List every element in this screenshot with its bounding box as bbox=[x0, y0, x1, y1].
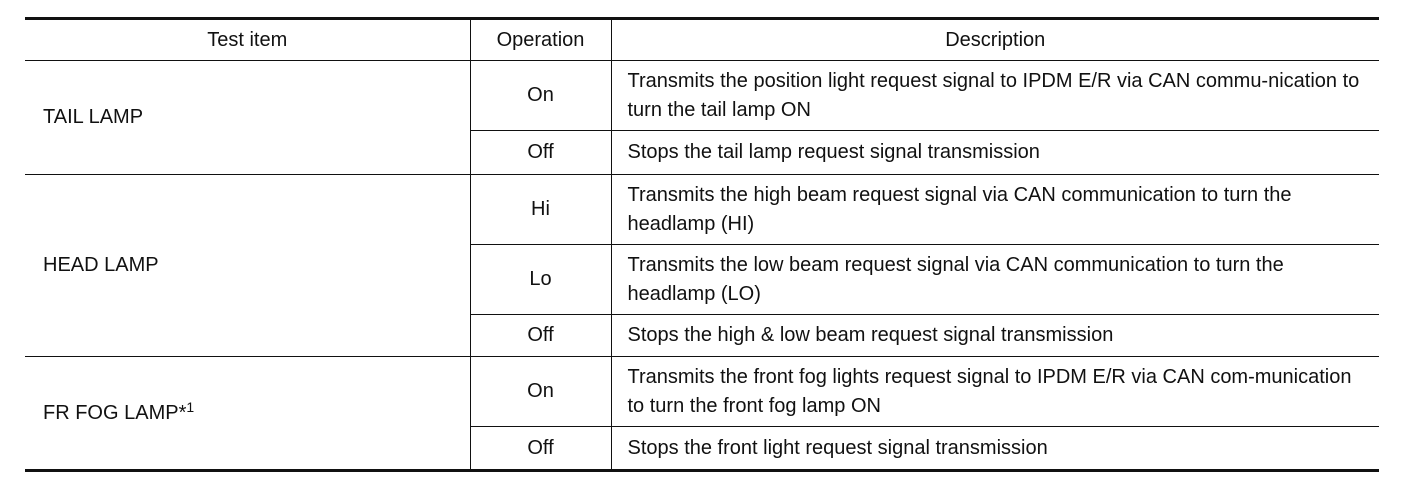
description-cell: Stops the high & low beam request signal transmission bbox=[611, 315, 1379, 357]
operation-cell: Off bbox=[470, 131, 611, 175]
description-cell: Transmits the high beam request signal via CAN communication to turn the headlamp (HI) bbox=[611, 175, 1379, 245]
test-item-table bbox=[25, 17, 1379, 472]
operation-cell: Hi bbox=[470, 175, 611, 245]
table-row bbox=[25, 61, 1379, 131]
test-item-label: TAIL LAMP bbox=[43, 106, 144, 128]
operation-cell: Off bbox=[470, 427, 611, 471]
description-cell: Transmits the low beam request signal via CAN communication to turn the headlamp (LO) bbox=[611, 245, 1379, 315]
description-cell: Stops the front light request signal transmission bbox=[611, 427, 1379, 471]
header-operation: Operation bbox=[470, 19, 611, 61]
test-item-cell bbox=[25, 357, 470, 471]
operation-cell: On bbox=[470, 61, 611, 131]
description-cell: Stops the tail lamp request signal transmission bbox=[611, 131, 1379, 175]
header-test-item: Test item bbox=[25, 19, 470, 61]
operation-cell: Lo bbox=[470, 245, 611, 315]
footnote-marker: 1 bbox=[186, 398, 195, 415]
test-item-label: HEAD LAMP bbox=[43, 254, 159, 276]
table-row bbox=[25, 175, 1379, 245]
test-item-cell bbox=[25, 175, 470, 357]
test-item-cell bbox=[25, 61, 470, 175]
table-row bbox=[25, 357, 1379, 427]
description-cell: Transmits the front fog lights request signal to IPDM E/R via CAN com-munication to turn the front fog lamp ON bbox=[611, 357, 1379, 427]
test-item-label: FR FOG LAMP* bbox=[43, 401, 187, 424]
description-cell: Transmits the position light request signal to IPDM E/R via CAN commu-nication to turn the tail lamp ON bbox=[611, 61, 1379, 131]
operation-cell: On bbox=[470, 357, 611, 427]
operation-cell: Off bbox=[470, 315, 611, 357]
header-description: Description bbox=[611, 19, 1379, 61]
table-header-row bbox=[25, 19, 1379, 61]
